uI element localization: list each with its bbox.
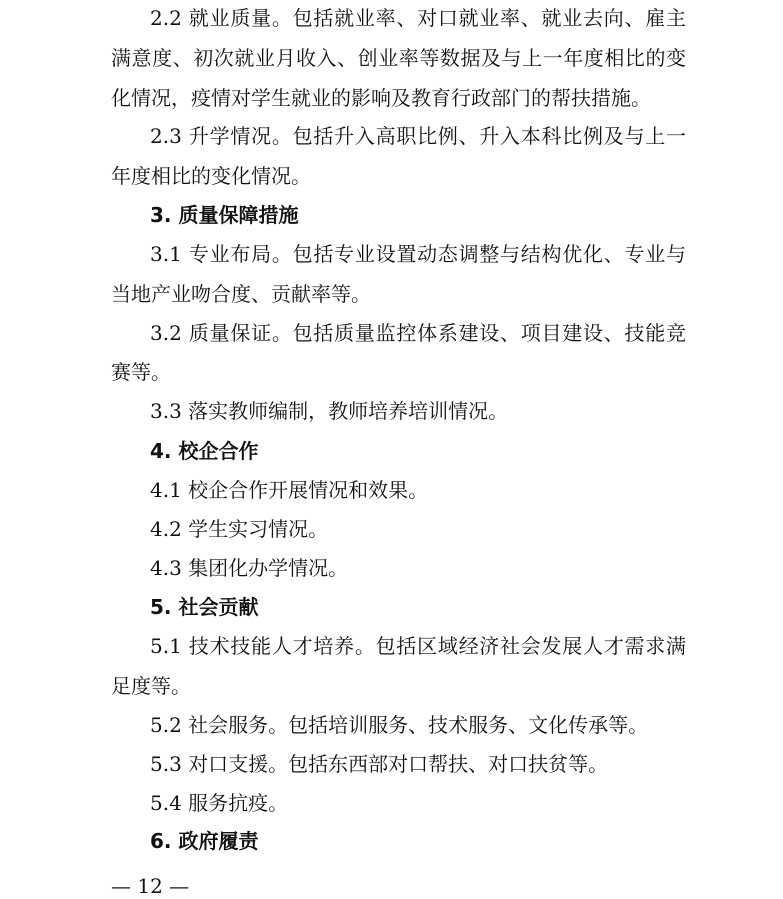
- section-heading-6: 6. 政府履责: [150, 829, 259, 853]
- paragraph-2-3-line-1: 2.3 升学情况。包括升入高职比例、升入本科比例及与上一: [150, 124, 686, 148]
- paragraph-2-3-line-2: 年度相比的变化情况。: [111, 164, 311, 188]
- paragraph-3-2-line-2: 赛等。: [111, 360, 171, 384]
- paragraph-3-1-line-2: 当地产业吻合度、贡献率等。: [111, 282, 371, 306]
- section-heading-5: 5. 社会贡献: [150, 595, 259, 619]
- paragraph-3-1-line-1: 3.1 专业布局。包括专业设置动态调整与结构优化、专业与: [150, 242, 686, 266]
- paragraph-2-2-line-2: 满意度、初次就业月收入、创业率等数据及与上一年度相比的变: [111, 46, 686, 70]
- paragraph-2-2-line-1: 2.2 就业质量。包括就业率、对口就业率、就业去向、雇主: [150, 6, 686, 30]
- paragraph-4-2: 4.2 学生实习情况。: [150, 517, 329, 541]
- section-heading-3: 3. 质量保障措施: [150, 203, 299, 227]
- paragraph-5-1-line-1: 5.1 技术技能人才培养。包括区域经济社会发展人才需求满: [150, 634, 686, 658]
- paragraph-3-2-line-1: 3.2 质量保证。包括质量监控体系建设、项目建设、技能竞: [150, 321, 686, 345]
- paragraph-4-3: 4.3 集团化办学情况。: [150, 556, 349, 580]
- paragraph-5-4: 5.4 服务抗疫。: [150, 791, 289, 815]
- paragraph-2-2-line-3: 化情况，疫情对学生就业的影响及教育行政部门的帮扶措施。: [111, 86, 651, 110]
- page-number: — 12 —: [111, 874, 190, 898]
- paragraph-3-3: 3.3 落实教师编制，教师培养培训情况。: [150, 399, 509, 423]
- paragraph-5-1-line-2: 足度等。: [111, 674, 191, 698]
- paragraph-5-2: 5.2 社会服务。包括培训服务、技术服务、文化传承等。: [150, 713, 649, 737]
- section-heading-4: 4. 校企合作: [150, 439, 259, 463]
- paragraph-5-3: 5.3 对口支援。包括东西部对口帮扶、对口扶贫等。: [150, 752, 609, 776]
- paragraph-4-1: 4.1 校企合作开展情况和效果。: [150, 478, 429, 502]
